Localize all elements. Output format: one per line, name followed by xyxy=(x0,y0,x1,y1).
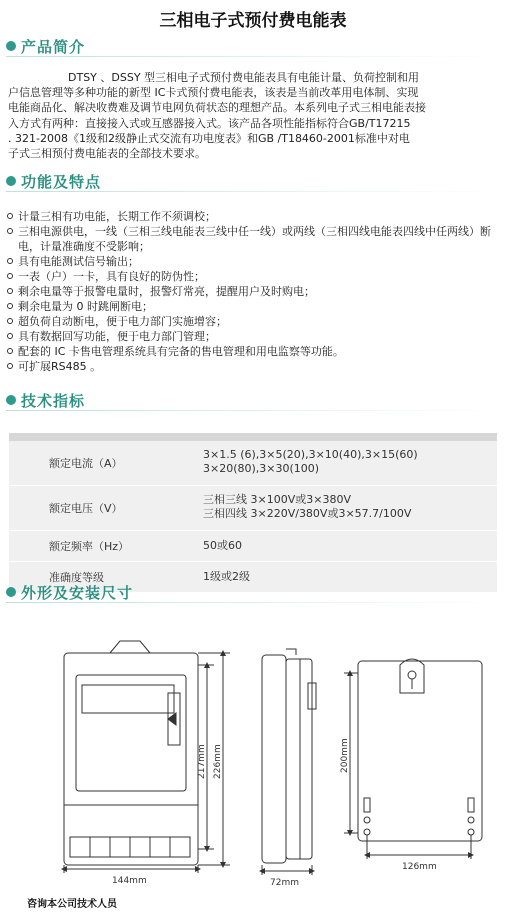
table-row: 额定电流（A） 3×1.5 (6),3×5(20),3×10(40),3×15(60) 3×20(80),3×30(100) xyxy=(9,441,497,486)
back-view xyxy=(358,659,482,841)
circle-bullet-icon xyxy=(7,333,13,339)
bullet-dot-icon xyxy=(6,587,16,597)
list-item: 具有电能测试信号输出； xyxy=(6,254,498,269)
dim-front-width: 144mm xyxy=(112,876,147,886)
circle-bullet-icon xyxy=(7,348,13,354)
table-row: 额定频率（Hz） 50或60 xyxy=(9,531,497,562)
dimension-drawing xyxy=(0,613,506,893)
circle-bullet-icon xyxy=(7,228,13,234)
section-header-intro: 产品简介 xyxy=(6,36,85,56)
bullet-dot-icon xyxy=(6,41,16,51)
dim-front-height-outer: 226mm xyxy=(213,744,223,779)
list-item: 计量三相有功电能，长期工作不须调校； xyxy=(6,209,498,224)
page-title: 三相电子式预付费电能表 xyxy=(159,11,347,31)
dim-back-width: 126mm xyxy=(402,862,437,872)
dim-front-height-inner: 217mm xyxy=(197,744,207,779)
table-row: 额定电压（V） 三相三线 3×100V或3×380V 三相四线 3×220V/380V或3×57.7/100V xyxy=(9,486,497,531)
dim-back-height: 200mm xyxy=(340,738,350,773)
circle-bullet-icon xyxy=(7,363,13,369)
circle-bullet-icon xyxy=(7,288,13,294)
list-item: 三相电源供电，一线（三相三线电能表三线中任一线）或两线（三相四线电能表四线中任两线）断电，计量准确度不受影响； xyxy=(6,224,498,254)
list-item: 剩余电量为 0 时跳闸断电； xyxy=(6,299,498,314)
intro-paragraph: DTSY 、DSSY 型三相电子式预付费电能表具有电能计量、负荷控制和用 户信息管理等多种功能的新型 IC卡式预付费电能表，该表是当前改革用电体制、实现 电能商品化、解决收费难及调节电网负荷状态的理想产品。本系列电子式三相电能表接 入方式有两种：直接接入式或互感器接入式。该产品各项性能指标符合GB/T17215 . 321-2008《1级和2级静止式交流有功电度表》和GB /T18460-2001标准中对电 子式三相预付费电能表的全部技术要求。 xyxy=(8,71,426,161)
table-row: 准确度等级 1级或2级 xyxy=(9,562,497,593)
circle-bullet-icon xyxy=(7,273,13,279)
spec-table xyxy=(9,433,497,593)
list-item: 可扩展RS485 。 xyxy=(6,359,498,374)
list-item: 一表（户）一卡，具有良好的防伪性； xyxy=(6,269,498,284)
list-item: 剩余电量等于报警电量时，报警灯常亮，提醒用户及时购电； xyxy=(6,284,498,299)
circle-bullet-icon xyxy=(7,318,13,324)
circle-bullet-icon xyxy=(7,213,13,219)
front-view xyxy=(64,641,198,865)
circle-bullet-icon xyxy=(7,258,13,264)
circle-bullet-icon xyxy=(7,303,13,309)
list-item: 超负荷自动断电，便于电力部门实施增容； xyxy=(6,314,498,329)
side-view xyxy=(262,649,316,863)
bullet-dot-icon xyxy=(6,176,16,186)
list-item: 具有数据回写功能，便于电力部门管理； xyxy=(6,329,498,344)
footer-note: 咨询本公司技术人员 xyxy=(27,899,117,910)
dim-side-depth: 72mm xyxy=(270,878,299,888)
section-header-dims: 外形及安装尺寸 xyxy=(6,582,133,602)
section-header-features: 功能及特点 xyxy=(6,171,101,191)
list-item: 配套的 IC 卡售电管理系统具有完备的售电管理和用电监察等功能。 xyxy=(6,344,498,359)
feature-list xyxy=(6,209,498,374)
bullet-dot-icon xyxy=(6,395,16,405)
section-header-specs: 技术指标 xyxy=(6,390,85,410)
